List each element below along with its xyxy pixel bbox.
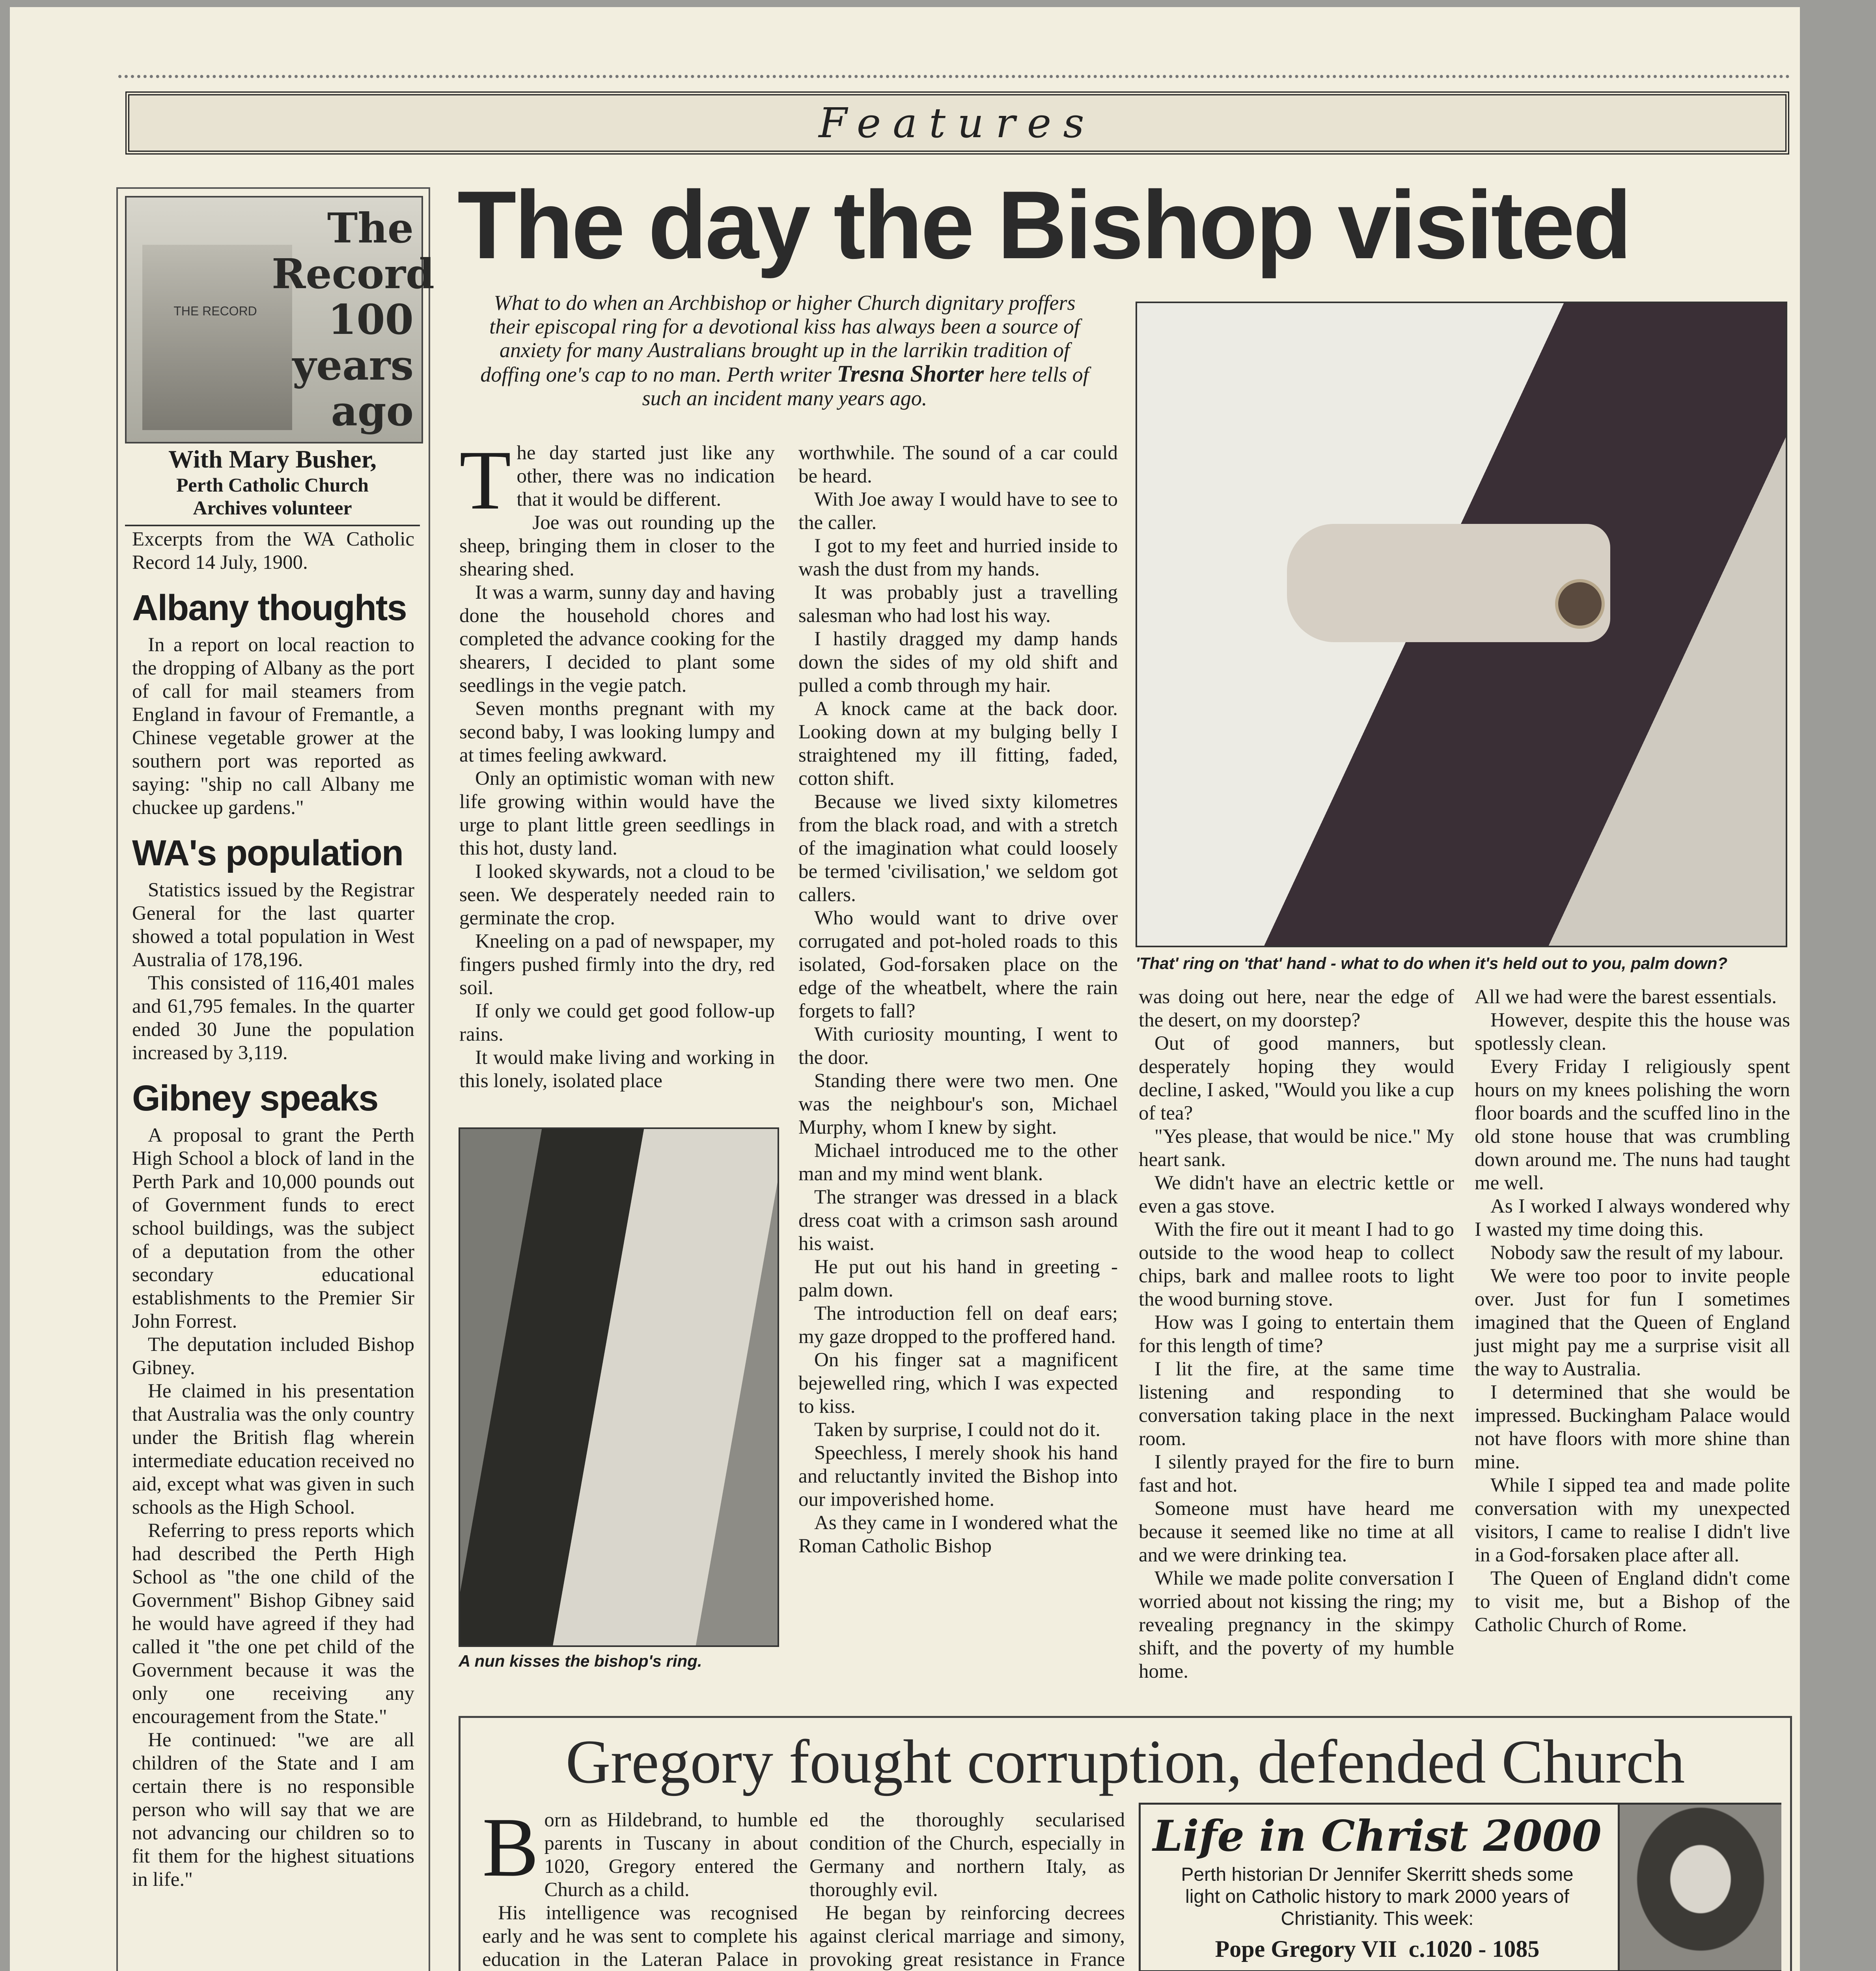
building-photo xyxy=(142,245,292,430)
paragraph: While I sipped tea and made polite conversation with my unexpected visitors, I came to realise I didn't live in a God-forsaken place after all. xyxy=(1475,1474,1790,1566)
gregory-column-1 xyxy=(482,1800,798,1971)
paragraph: With Joe away I would have to see to the caller. xyxy=(798,488,1118,534)
paragraph: I looked skywards, not a cloud to be seen. We desperately needed rain to germinate the crop. xyxy=(459,861,775,929)
logo-word: ago xyxy=(331,387,414,435)
paragraph: While we made polite conversation I worried about not kissing the ring; my revealing pregnancy in the skimpy shift, and the poverty of my humble home. xyxy=(1139,1567,1454,1682)
nun-photo-caption: A nun kisses the bishop's ring. xyxy=(459,1652,702,1670)
paragraph: I silently prayed for the fire to burn fast and hot. xyxy=(1139,1451,1454,1496)
wa-paragraph: This consisted of 116,401 males and 61,795 females. In the quarter ended 30 June the population increased by 3,119. xyxy=(132,972,414,1064)
logo-text xyxy=(272,204,435,435)
gibney-paragraph: He continued: "we are all children of the State and I am certain there is no responsible person who will say that we are not advancing our children so to fit them for the highest situations in life." xyxy=(132,1729,414,1891)
bishop-column-1 xyxy=(459,433,775,1093)
excerpt-note: Excerpts from the WA Catholic Record 14 July, 1900. xyxy=(132,528,414,574)
paragraph: Seven months pregnant with my second baby, I was looking lumpy and at times feeling awkward. xyxy=(459,698,775,766)
paragraph: We were too poor to invite people over. Just for fun I sometimes imagined that the Queen of England just might pay me a surprise visit all the way to Australia. xyxy=(1475,1265,1790,1380)
paragraph: The stranger was dressed in a black dress coat with a crimson sash around his waist. xyxy=(798,1186,1118,1255)
paragraph: Taken by surprise, I could not do it. xyxy=(814,1419,1100,1441)
bishop-column-4 xyxy=(1475,986,1790,1637)
lic-text: Perth historian Dr Jennifer Skerritt sheds some light on Catholic history to mark 2000 years of Christianity. This week: xyxy=(1181,1864,1574,1929)
gibney-paragraph: The deputation included Bishop Gibney. xyxy=(132,1334,414,1379)
paragraph: I determined that she would be impressed. Buckingham Palace would not have floors with more shine than mine. xyxy=(1475,1381,1790,1473)
paragraph: He put out his hand in greeting - palm down. xyxy=(798,1256,1118,1301)
paragraph: The Queen of England didn't come to visit me, but a Bishop of the Catholic Church of Rome. xyxy=(1475,1567,1790,1636)
lic-subject: Pope Gregory VII c.1020 - 1085 xyxy=(1215,1936,1540,1962)
paragraph: Someone must have heard me because it seemed like no time at all and we were drinking tea. xyxy=(1139,1498,1454,1566)
paragraph: worthwhile. The sound of a car could be heard. xyxy=(798,442,1118,487)
bishop-standfirst xyxy=(473,291,1096,410)
paragraph: It would make living and working in this lonely, isolated place xyxy=(459,1047,775,1092)
bishop-column-3 xyxy=(1139,986,1454,1683)
record-logo xyxy=(125,196,435,443)
ring-hand-photo xyxy=(1136,302,1787,947)
paragraph: With the fire out it meant I had to go outside to the wood heap to collect chips, bark and mallee roots to light the wood burning stove. xyxy=(1139,1218,1454,1310)
byline-role: Perth Catholic Church xyxy=(176,474,369,496)
byline-role: Archives volunteer xyxy=(193,497,352,519)
top-rule xyxy=(118,75,1790,78)
paragraph: I lit the fire, at the same time listening and responding to conversation taking place in the next room. xyxy=(1139,1358,1454,1450)
paragraph: He began by reinforcing decrees against clerical marriage and simony, provoking great resistance in France xyxy=(809,1902,1125,1971)
logo-word: Record xyxy=(272,250,435,298)
paragraph: With curiosity mounting, I went to the door. xyxy=(798,1023,1118,1069)
paragraph: Standing there were two men. One was the neighbour's son, Michael Murphy, whom I knew by sight. xyxy=(798,1070,1118,1138)
gibney-title: Gibney speaks xyxy=(132,1078,378,1118)
paragraph: "Yes please, that would be nice." My heart sank. xyxy=(1139,1125,1454,1171)
ring-photo-caption: 'That' ring on 'that' hand - what to do when it's held out to you, palm down? xyxy=(1136,954,1728,972)
paragraph: Nobody saw the result of my labour. xyxy=(1490,1242,1784,1264)
paragraph: ed the thoroughly secularised condition of the Church, especially in Germany and northern Italy, as thoroughly evil. xyxy=(809,1809,1125,1901)
paragraph: Out of good manners, but desperately hoping they would decline, I asked, "Would you like a cup of tea? xyxy=(1139,1032,1454,1124)
lic-title: Life in Christ 2000 xyxy=(1152,1811,1602,1861)
paragraph: I got to my feet and hurried inside to wash the dust from my hands. xyxy=(798,535,1118,580)
logo-word: The xyxy=(327,204,414,252)
paragraph: Michael introduced me to the other man and my mind went blank. xyxy=(798,1140,1118,1185)
albany-text: In a report on local reaction to the dropping of Albany as the port of call for mail steamers from England in favour of Fremantle, a Chinese vegetable grower at the southern port was reported as saying: "ship no call Albany me chuckee up gardens." xyxy=(132,634,414,819)
logo-word: years xyxy=(292,341,414,389)
paragraph: The introduction fell on deaf ears; my gaze dropped to the proffered hand. xyxy=(798,1302,1118,1348)
paragraph: Every Friday I religiously spent hours on my knees polishing the worn floor boards and the scuffed lino in the old stone house that was crumbling down around me. The nuns had taught me well. xyxy=(1475,1056,1790,1194)
bishop-column-2 xyxy=(798,442,1118,1558)
paragraph: It was probably just a travelling salesman who had lost his way. xyxy=(798,581,1118,627)
paragraph: As they came in I wondered what the Roman Catholic Bishop xyxy=(798,1512,1118,1557)
paragraph: The day started just like any other, there was no indication that it would be different. xyxy=(459,433,775,527)
paragraph: On his finger sat a magnificent bejewelled ring, which I was expected to kiss. xyxy=(798,1349,1118,1418)
hand-shape xyxy=(1287,524,1610,642)
sidebar-body xyxy=(132,528,414,1891)
bishop-headline: The day the Bishop visited xyxy=(457,171,1630,279)
paragraph: Kneeling on a pad of newspaper, my fingers pushed firmly into the dry, red soil. xyxy=(459,930,775,999)
gregory-column-2 xyxy=(809,1809,1125,1971)
gibney-paragraph: Referring to press reports which had described the Perth High School as "the one child of the Government" Bishop Gibney said he would have agreed if they had called it "the one pet child of the Government because it was the only one receiving any encouragement from the State." xyxy=(132,1520,414,1728)
logo-word: 100 xyxy=(328,295,414,344)
paragraph: As I worked I always wondered why I wasted my time doing this. xyxy=(1475,1195,1790,1241)
gregory-article xyxy=(459,1716,1792,1971)
paragraph: How was I going to entertain them for this length of time? xyxy=(1139,1312,1454,1357)
skerritt-portrait xyxy=(1618,1805,1781,1970)
paragraph: However, despite this the house was spotlessly clean. xyxy=(1475,1009,1790,1054)
sidebar-byline xyxy=(125,445,420,526)
standfirst-end: here tells of such an incident many years ago. xyxy=(642,363,1089,410)
gregory-headline: Gregory fought corruption, defended Church xyxy=(565,1727,1685,1796)
standfirst-author: Tresna Shorter xyxy=(837,361,984,387)
paragraph: All we had were the barest essentials. xyxy=(1475,986,1777,1008)
gibney-paragraph: He claimed in his presentation that Australia was the only country under the British flag wherein intermediate education received no aid, except what was given in such schools as the High School. xyxy=(132,1380,414,1518)
paragraph: Joe was out rounding up the sheep, bringing them in closer to the shearing shed. xyxy=(459,512,775,580)
albany-title: Albany thoughts xyxy=(132,588,407,628)
paragraph: Who would want to drive over corrugated and pot-holed roads to this isolated, God-forsaken place on the edge of the wheatbelt, where the rain forgets to fall? xyxy=(798,907,1118,1022)
paragraph: I hastily dragged my damp hands down the sides of my old shift and pulled a comb through my hair. xyxy=(798,628,1118,697)
lic-text-block xyxy=(1149,1809,1606,1968)
paragraph: Only an optimistic woman with new life growing within would have the urge to plant little green seedlings in this hot, dusty land. xyxy=(459,768,775,859)
paragraph: Born as Hildebrand, to humble parents in Tuscany in about 1020, Gregory entered the Church as a child. xyxy=(482,1800,798,1901)
paragraph: We didn't have an electric kettle or even a gas stove. xyxy=(1139,1172,1454,1217)
paragraph: It was a warm, sunny day and having done the household chores and completed the advance cooking for the shearers, I decided to plant some seedlings in the vegie patch. xyxy=(459,581,775,697)
life-in-christ-panel xyxy=(1139,1803,1781,1971)
paragraph: If only we could get good follow-up rains. xyxy=(459,1000,775,1045)
byline-name: With Mary Busher, xyxy=(168,445,377,473)
paragraph: was doing out here, near the edge of the desert, on my doorstep? xyxy=(1139,986,1454,1031)
paragraph: A knock came at the back door. Looking down at my bulging belly I straightened my ill fitting, faded, cotton shift. xyxy=(798,698,1118,790)
building-sign: THE RECORD xyxy=(173,304,257,318)
paragraph: Because we lived sixty kilometres from the black road, and with a stretch of the imagination what could loosely be termed 'civilisation,' we seldom got callers. xyxy=(798,791,1118,906)
paragraph: His intelligence was recognised early and he was sent to complete his education in the Lateran Palace in xyxy=(482,1902,798,1971)
record-100-years-sidebar xyxy=(116,187,435,1971)
gibney-paragraph: A proposal to grant the Perth High School a block of land in the Perth Park and 10,000 pounds out of Government funds to erect school buildings, was the subject of a deputation from the other secondary educational establishments to the Premier Sir John Forrest. xyxy=(132,1124,414,1332)
section-header: Features xyxy=(125,91,1789,155)
standfirst-text: What to do when an Archbishop or higher Church dignitary proffers their episcopal ring for a devotional kiss has always been a source of anxiety for many Australians brought up in the larrikin tradition of doffing one's cap to no man. Perth writer xyxy=(480,291,1080,386)
ring-shape xyxy=(1555,579,1605,629)
nun-bishop-photo xyxy=(459,1127,779,1647)
wa-population-title: WA's population xyxy=(132,833,403,873)
wa-paragraph: Statistics issued by the Registrar General for the last quarter showed a total population in West Australia of 178,196. xyxy=(132,879,414,971)
paragraph: Speechless, I merely shook his hand and reluctantly invited the Bishop into our impoverished home. xyxy=(798,1442,1118,1511)
